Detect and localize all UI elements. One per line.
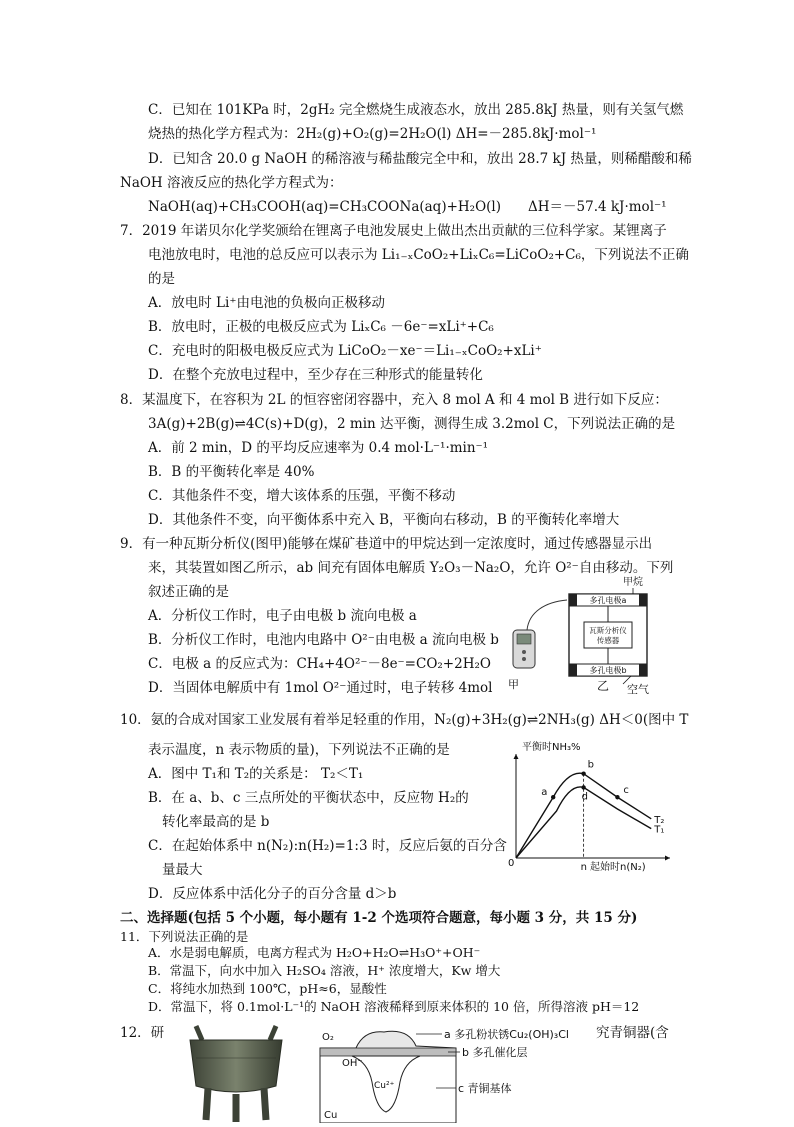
q10-option-c-line1: C．在起始体系中 n(N₂):n(H₂)=1:3 时，反应后氨的百分含 (148, 838, 507, 854)
q8-option-a: A．前 2 min，D 的平均反应速率为 0.4 mol·L⁻¹·min⁻¹ (148, 440, 489, 456)
label-a: a 多孔粉状锈Cu₂(OH)₃Cl (444, 1028, 569, 1041)
q8-option-b: B．B 的平衡转化率是 40% (148, 464, 315, 480)
q11-option-d: D．常温下，将 0.1mol·L⁻¹的 NaOH 溶液稀释到原来体积的 10 倍，所得溶液 pH＝12 (148, 999, 640, 1014)
q8-option-d: D．其他条件不变，向平衡体系中充入 B，平衡向右移动，B 的平衡转化率增大 (148, 512, 620, 528)
q9-stem-line2: 来，其装置如图乙所示，ab 间充有固体电解质 Y₂O₃－Na₂O，允许 O²⁻自由移动。下列 (148, 560, 674, 576)
q9-option-c: C．电极 a 的反应式为：CH₄+4O²⁻－8e⁻=CO₂+2H₂O (148, 656, 491, 672)
bronze-vessel-image (180, 1022, 292, 1122)
q7-option-b: B．放电时，正极的电极反应式为 LiₓC₆ －6e⁻=xLi⁺+C₆ (148, 319, 494, 335)
label-b: b 多孔催化层 (462, 1046, 528, 1059)
q10-stem-line2: 表示温度，n 表示物质的量)，下列说法不正确的是 (148, 742, 450, 758)
q8-option-c: C．其他条件不变，增大该体系的压强，平衡不移动 (148, 488, 456, 504)
q6-option-d-equation: NaOH(aq)+CH₃COOH(aq)=CH₃COONa(aq)+H₂O(l) ΔH＝－57.4 kJ·mol⁻¹ (148, 199, 667, 215)
sensor-box (569, 594, 647, 676)
q7-stem-line3: 的是 (148, 271, 175, 287)
q10-option-b-line1: B．在 a、b、c 三点所处的平衡状态中，反应物 H₂的 (148, 790, 469, 806)
q9-stem-line1: 9．有一种瓦斯分析仪(图甲)能够在煤矿巷道中的甲烷达到一定浓度时，通过传感器显示出 (120, 536, 653, 552)
q10-option-a: A．图中 T₁和 T₂的关系是： T₂＜T₁ (148, 766, 364, 782)
q10-stem-line1: 10．氨的合成对国家工业发展有着举足轻重的作用，N₂(g)+3H₂(g)⇌2NH₃(g) ΔH＜0(图中 T (120, 712, 689, 728)
q6-option-c-line1: C．已知在 101KPa 时，2gH₂ 完全燃烧生成液态水，放出 285.8kJ 热量，则有关氢气燃 (148, 102, 684, 118)
q9-option-b: B．分析仪工作时，电池内电路中 O²⁻由电极 a 流向电极 b (148, 632, 499, 648)
figure-yi-label: 乙 (597, 679, 610, 693)
methane-label: 甲烷 (623, 577, 643, 588)
point-label-d: d (581, 791, 588, 803)
q7-option-a: A．放电时 Li⁺由电池的负极向正极移动 (148, 295, 385, 311)
gas-analyzer-device-icon (513, 600, 567, 668)
q10-chart (500, 738, 680, 874)
x-axis-arrow-icon (665, 856, 670, 861)
point-label-a: a (541, 787, 548, 799)
cu2-label: Cu²⁺ (374, 1081, 395, 1091)
q7-stem-line2: 电池放电时，电池的总反应可以表示为 Li₁₋ₓCoO₂+LiₓC₆=LiCoO₂+C₆，下列说法不正确 (148, 247, 689, 263)
q8-stem-line1: 8．某温度下，在容积为 2L 的恒容密闭容器中，充入 8 mol A 和 4 mol B 进行如下反应： (120, 392, 668, 408)
y-axis-arrow-icon (514, 754, 519, 759)
chart-ylabel: 平衡时NH₃% (522, 742, 581, 753)
air-label: 空气 (627, 683, 649, 696)
series-label-2: T₁ (654, 824, 665, 836)
q6-option-d-line2: NaOH 溶液反应的热化学方程式为： (120, 175, 343, 191)
q11-option-a: A．水是弱电解质，电离方程式为 H₂O+H₂O⇌H₃O⁺+OH⁻ (148, 945, 481, 960)
point-b (581, 772, 585, 776)
oh-label: OH⁻ (342, 1058, 363, 1069)
q9-option-a: A．分析仪工作时，电子由电极 b 流向电极 a (148, 608, 417, 624)
electrode-a-label: 多孔电极a (589, 596, 627, 605)
label-c: c 青铜基体 (458, 1082, 512, 1095)
q11-stem: 11．下列说法正确的是 (120, 929, 249, 944)
chart-xlabel: 起始时n(N₂) (590, 862, 646, 873)
q9-option-d: D．当固体电解质中有 1mol O²⁻通过时，电子转移 4mol (148, 680, 493, 696)
q10-option-b-line2: 转化率最高的是 b (162, 814, 270, 830)
sensor-label-line1: 瓦斯分析仪 (589, 626, 627, 635)
q6-option-c-line2: 烧热的热化学方程式为：2H₂(g)+O₂(g)=2H₂O(l) ΔH=－285.8kJ·mol⁻¹ (148, 126, 597, 142)
point-c (615, 795, 619, 799)
q11-option-c: C．将纯水加热到 100℃，pH≈6，显酸性 (148, 981, 387, 996)
q10-option-d: D．反应体系中活化分子的百分含量 d＞b (148, 886, 397, 902)
q9-figure (505, 572, 675, 696)
point-a (551, 795, 555, 799)
q9-stem-line3: 叙述正确的是 (148, 584, 229, 600)
q7-option-d: D．在整个充放电过程中，至少存在三种形式的能量转化 (148, 367, 483, 383)
point-label-c: c (623, 785, 629, 797)
figure-jia-label: 甲 (508, 678, 519, 691)
n-marker-label: n (580, 862, 587, 873)
corrosion-diagram (316, 1022, 616, 1123)
cu-label: Cu (324, 1110, 338, 1121)
o2-label: O₂ (322, 1032, 334, 1043)
q6-option-d-line1: D．已知含 20.0 g NaOH 的稀溶液与稀盐酸完全中和，放出 28.7 kJ 热量，则稀醋酸和稀 (148, 151, 692, 167)
series-label-1: T₂ (654, 814, 665, 826)
sensor-label-line2: 传感器 (596, 636, 620, 645)
q12-stem-end: 究青铜器(含 (596, 1025, 669, 1041)
q8-stem-line2: 3A(g)+2B(g)⇌4C(s)+D(g)，2 min 达平衡，测得生成 3.2mol C，下列说法正确的是 (148, 416, 676, 432)
chart-origin-label: 0 (508, 858, 515, 869)
section-2-heading: 二、选择题(包括 5 个小题，每小题有 1-2 个选项符合题意，每小题 3 分，共 15 分) (120, 910, 638, 926)
point-label-b: b (587, 759, 594, 771)
point-d (581, 785, 585, 789)
q12-stem-start: 12．研 (120, 1025, 165, 1041)
catalytic-layer (320, 1048, 456, 1056)
q11-option-b: B．常温下，向水中加入 H₂SO₄ 溶液，H⁺ 浓度增大，Kw 增大 (148, 963, 501, 978)
q10-option-c-line2: 量最大 (162, 862, 203, 878)
q7-stem-line1: 7．2019 年诺贝尔化学奖颁给在锂离子电池发展史上做出杰出贡献的三位科学家。某锂离子 (120, 223, 667, 239)
q7-option-c: C．充电时的阳极电极反应式为 LiCoO₂－xe⁻＝Li₁₋ₓCoO₂+xLi⁺ (148, 343, 542, 359)
electrode-b-label: 多孔电极b (589, 666, 627, 675)
